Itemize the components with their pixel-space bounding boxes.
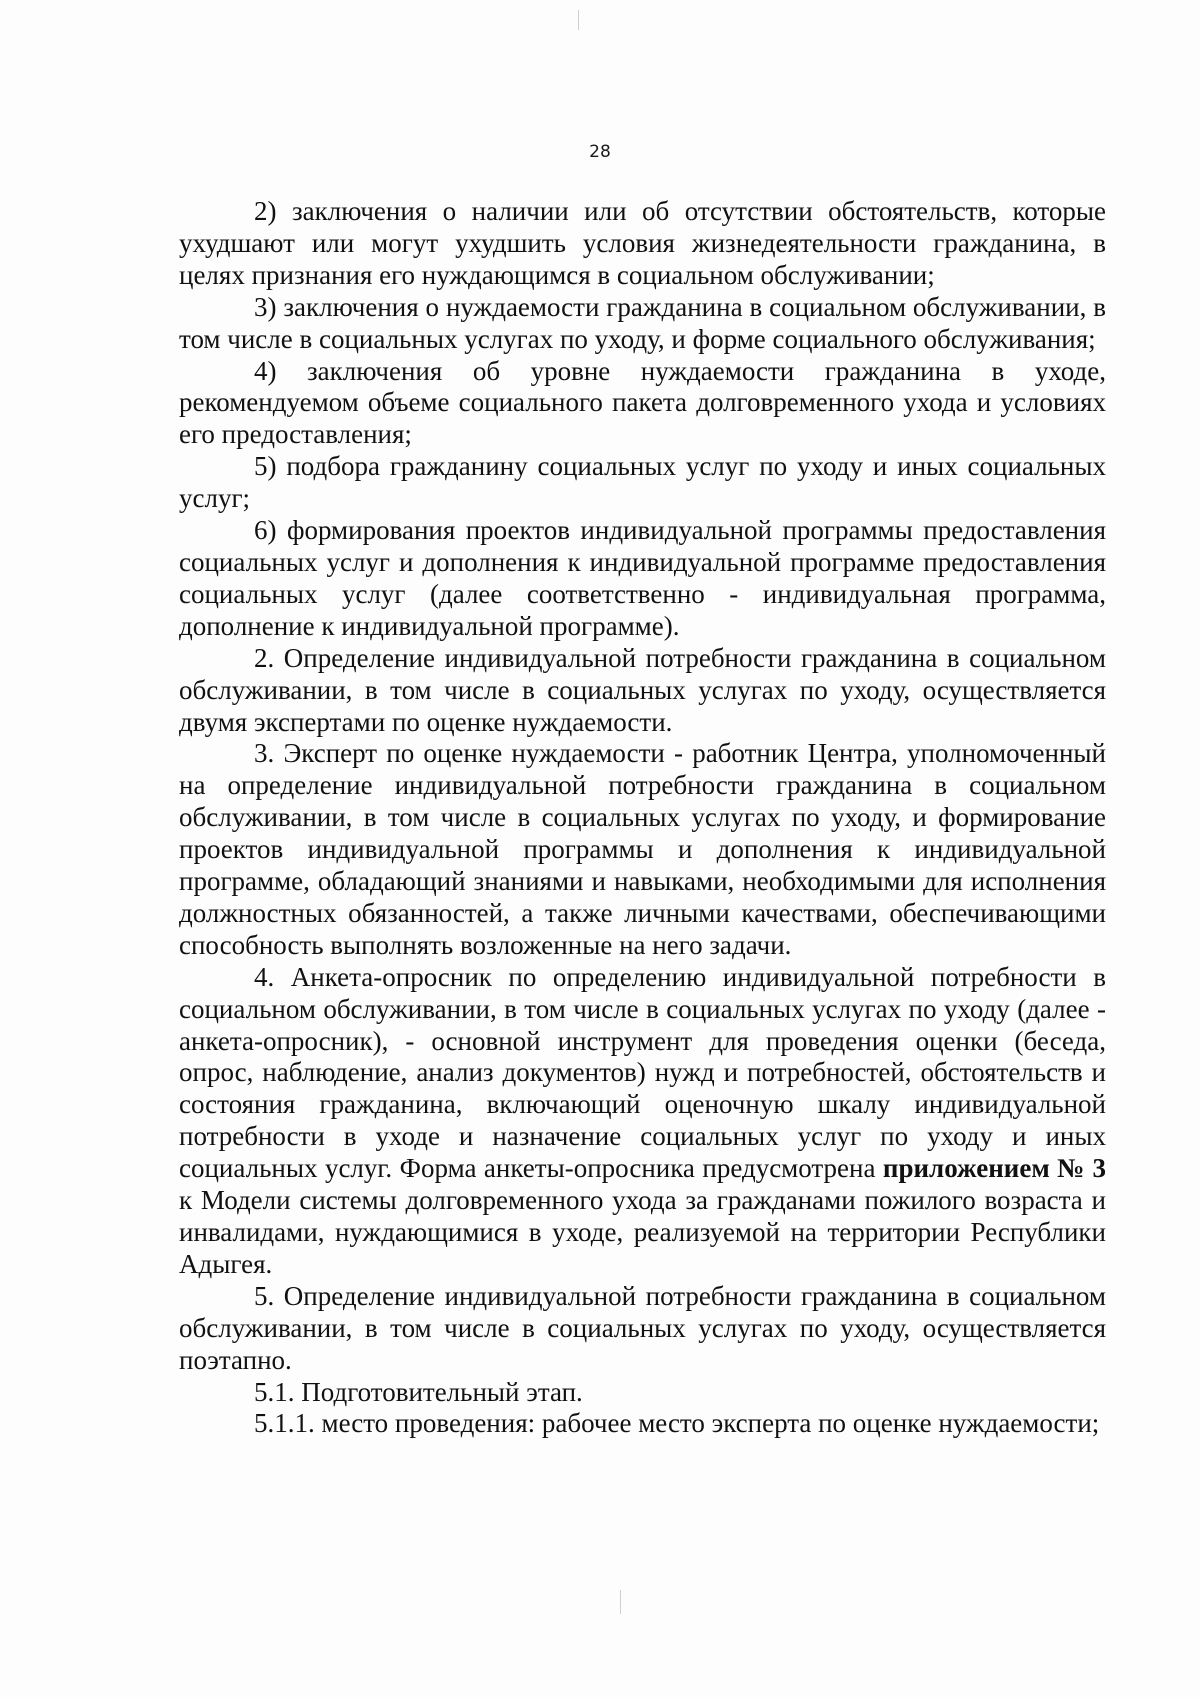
paragraph-item-5-1-1: 5.1.1. место проведения: рабочее место эксперта по оценке нуждаемости; [254,1408,1100,1439]
paragraph-program-drafts: 6) формирования проектов индивидуальной программы предоставления социальных услуг и дополнения к индивидуальной программе предоставления социальных услуг (далее соответственно - индивидуальная программа, дополнение к индивидуальной программе). [179,515,1106,641]
paragraph-conclusion-care-level: 4) заключения об уровне нуждаемости гражданина в уходе, рекомендуемом объеме социального пакета долговременного ухода и условиях его предоставления; [179,355,1106,450]
scan-artifact-line [620,1590,621,1614]
paragraph-item-4 [179,962,1106,1281]
paragraph-conclusion-need: 3) заключения о нуждаемости гражданина в социальном обслуживании, в том числе в социальных услугах по уходу, и форме социального обслуживания; [179,291,1106,354]
page-number: 28 [589,142,611,162]
paragraph-item-3: 3. Эксперт по оценке нуждаемости - работник Центра, уполномоченный на определение индивидуальной потребности гражданина в социальном обслуживании, в том числе в социальных услугах по уходу, и формирование проектов индивидуальной программы и дополнения к индивидуальной программе, обладающий знаниями и навыками, необходимыми для исполнения должностных обязанностей, а также личными качествами, обеспечивающими способность выполнять возложенные на него задачи. [179,738,1106,960]
paragraph-item-2: 2. Определение индивидуальной потребности гражданина в социальном обслуживании, в том числе в социальных услугах по уходу, осуществляется двумя экспертами по оценке нуждаемости. [179,642,1106,737]
appendix-reference: приложением № 3 [882,1153,1106,1184]
paragraph-item-5: 5. Определение индивидуальной потребности гражданина в социальном обслуживании, в том числе в социальных услугах по уходу, осуществляется поэтапно. [179,1280,1106,1375]
paragraph-item-5-1: 5.1. Подготовительный этап. [254,1376,583,1407]
document-body [179,196,1106,1440]
paragraph-service-selection: 5) подбора гражданину социальных услуг по уходу и иных социальных услуг; [179,451,1106,514]
scan-artifact-line [578,10,579,30]
paragraph-item-4-text: 4. Анкета-опросник по определению индивидуальной потребности в социальном обслуживании, в том числе в социальных услугах по уходу (далее - анкета-опросник), - основной инструмент для проведения оценки (беседа, опрос, наблюдение, анализ документов) нужд и потребностей, обстоятельств и состояния гражданина, включающий оценочную шкалу индивидуальной потребности в уходе и назначение социальных услуг по уходу и иных социальных услуг. Форма анкеты-опросника предусмотрена [179,961,1106,1184]
paragraph-conclusion-circumstances: 2) заключения о наличии или об отсутствии обстоятельств, которые ухудшают или могут ухудшить условия жизнедеятельности гражданина, в целях признания его нуждающимся в социальном обслуживании; [179,196,1106,290]
paragraph-item-4-text-end: к Модели системы долговременного ухода за гражданами пожилого возраста и инвалидами, нуждающимися в уходе, реализуемой на территории Республики Адыгея. [179,1185,1106,1279]
